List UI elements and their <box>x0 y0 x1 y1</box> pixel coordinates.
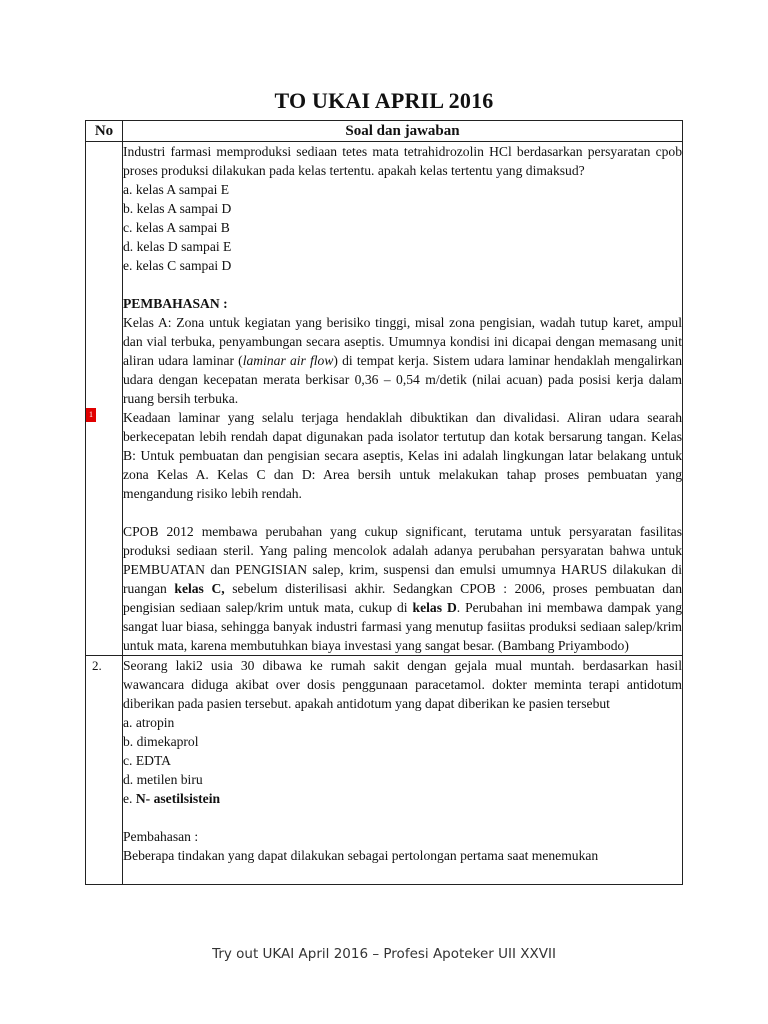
question-content-cell <box>123 656 683 885</box>
answer-option: a. atropin <box>123 715 175 730</box>
question-number-cell <box>86 142 123 656</box>
bold-term: kelas C, <box>174 581 225 596</box>
table-row <box>86 656 683 885</box>
answer-option: a. kelas A sampai E <box>123 182 230 197</box>
answer-option-correct: e. N- asetilsistein <box>123 791 221 806</box>
answer-option: d. metilen biru <box>123 772 203 787</box>
discussion-heading: PEMBAHASAN : <box>123 296 228 311</box>
discussion-paragraph: Kelas A: Zona untuk kegiatan yang berisiko tinggi, misal zona pengisian, wadah tutup karet, ampul dan vial terbuka, penyambungan secara aseptis. Umumnya kondisi ini dicapai dengan memasang unit aliran udara laminar (laminar air flow) di tempat kerja. Sistem udara laminar hendaklah mengalirkan udara dengan kecepatan merata berkisar 0,36 – 0,54 m/detik (nilai acuan) pada posisi kerja dalam ruang bersih terbuka. <box>123 315 682 406</box>
bold-term: kelas D <box>412 600 457 615</box>
question-number-cell <box>86 656 123 885</box>
discussion-paragraph: CPOB 2012 membawa perubahan yang cukup significant, terutama untuk persyaratan fasilitas produksi sediaan steril. Yang paling mencolok adalah adanya perubahan persyaratan bahwa untuk PEMBUATAN dan PENGISIAN salep, krim, suspensi dan emulsi umumnya HARUS dilakukan di ruangan kelas C, sebelum disterilisasi akhir. Sedangkan CPOB : 2006, proses pembuatan dan pengisian sediaan salep/krim untuk mata, cukup di kelas D. Perubahan ini membawa dampak yang sangat luar biasa, sehingga banyak industri farmasi yang menutup fasiitas produksi sediaan salep/krim untuk mata, karena membutuhkan biaya investasi yang sangat besar. (Bambang Priyambodo) <box>123 524 682 653</box>
question-text: Seorang laki2 usia 30 dibawa ke rumah sakit dengan gejala mual muntah. berdasarkan hasil wawancara diduga akibat over dosis penggunaan paracetamol. dokter meminta terapi antidotum diberikan pada pasien tersebut. apakah antidotum yang dapat diberikan ke pasien tersebut <box>123 658 682 711</box>
discussion-heading: Pembahasan : <box>123 829 199 844</box>
question-table <box>85 120 683 885</box>
answer-option: c. EDTA <box>123 753 171 768</box>
header-no: No <box>86 121 123 142</box>
question-content-cell <box>123 142 683 656</box>
header-content: Soal dan jawaban <box>123 121 683 142</box>
answer-option: d. kelas D sampai E <box>123 239 232 254</box>
answer-option: b. dimekaprol <box>123 734 199 749</box>
question-text: Industri farmasi memproduksi sediaan tetes mata tetrahidrozolin HCl berdasarkan persyaratan cpob proses produksi dilakukan pada kelas tertentu. apakah kelas tertentu yang dimaksud? <box>123 144 682 178</box>
discussion-paragraph: Keadaan laminar yang selalu terjaga hendaklah dibuktikan dan divalidasi. Aliran udara searah berkecepatan lebih rendah dapat digunakan pada isolator tertutup dan kotak bersarung tangan. Kelas B: Untuk pembuatan dan pengisian secara aseptis, Kelas ini adalah lingkungan latar belakang untuk zona Kelas A. Kelas C dan D: Area bersih untuk melakukan tahap proses pembuatan yang mengandung risiko lebih rendah. <box>123 410 682 501</box>
question-number-marker: 1 <box>86 408 96 422</box>
answer-option: b. kelas A sampai D <box>123 201 232 216</box>
table-row <box>86 142 683 656</box>
discussion-paragraph: Beberapa tindakan yang dapat dilakukan sebagai pertolongan pertama saat menemukan <box>123 848 599 863</box>
document-title: TO UKAI APRIL 2016 <box>274 88 494 113</box>
question-number: 2. <box>92 658 102 673</box>
italic-term: laminar air flow <box>242 353 334 368</box>
page-footer: Try out UKAI April 2016 – Profesi Apoteker UII XXVII <box>212 946 556 962</box>
answer-option: e. kelas C sampai D <box>123 258 232 273</box>
answer-option: c. kelas A sampai B <box>123 220 230 235</box>
table-header-row <box>86 121 683 142</box>
